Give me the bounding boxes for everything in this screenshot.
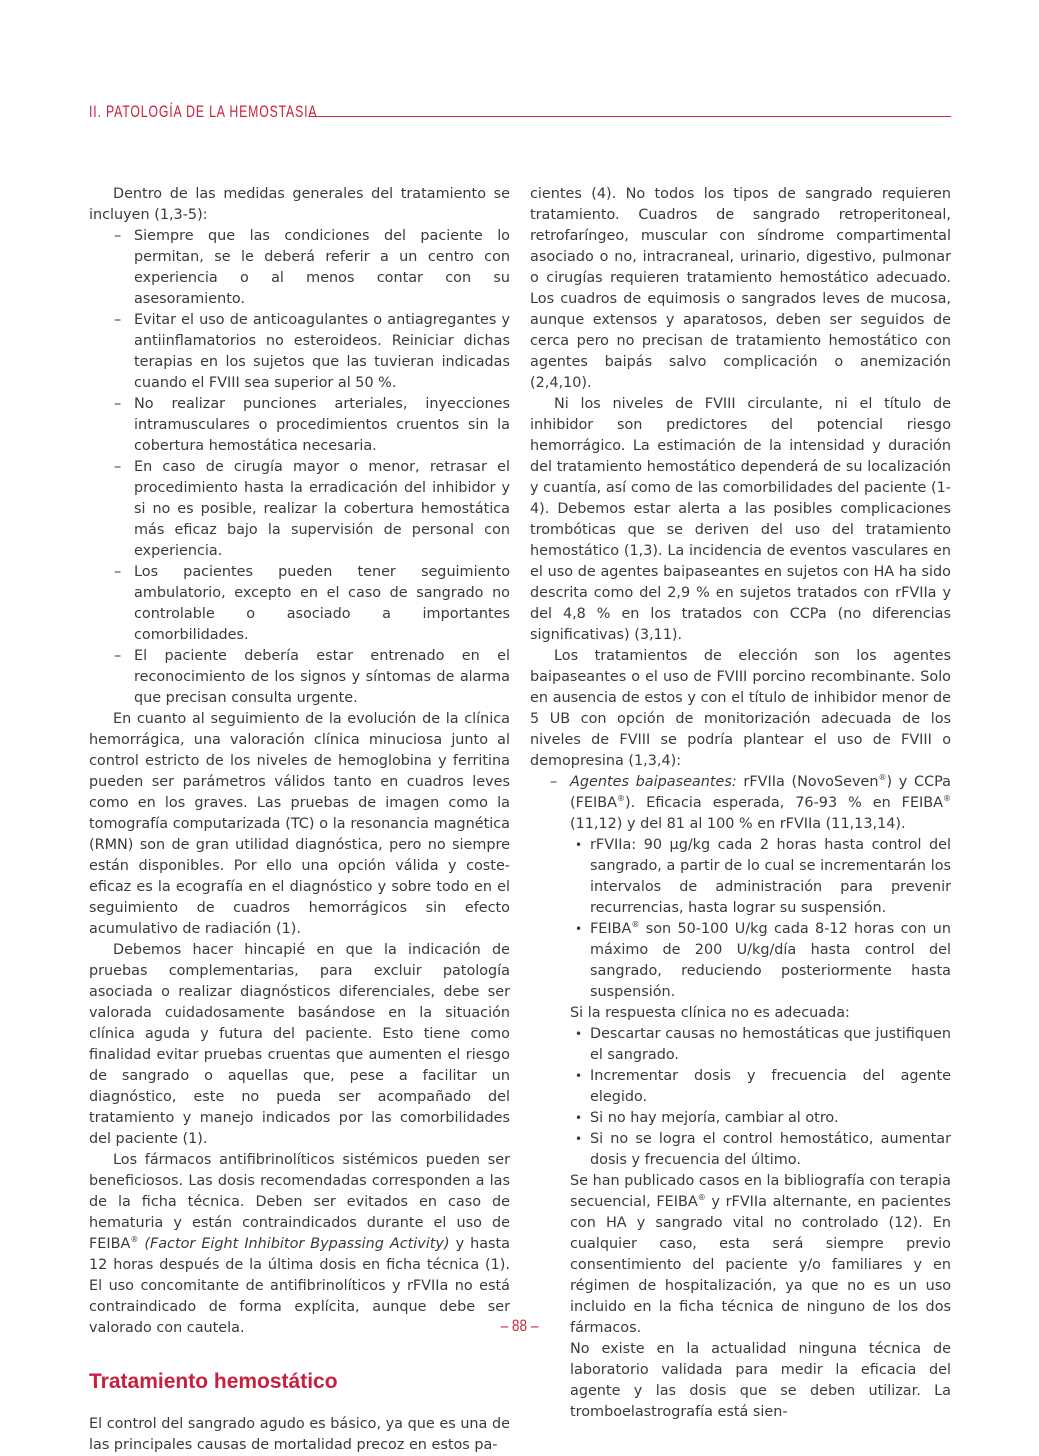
list-item: – En caso de cirugía mayor o menor, retrasar el procedimiento hasta la erradicación del inhibidor y si no es posible, realizar la cobertura hemostática más eficaz bajo la supervisión de personal con experiencia. [134,457,510,562]
no-response-intro: Si la respuesta clínica no es adecuada: [570,1005,850,1021]
text-span: FEIBA [590,921,632,937]
intro-paragraph: Dentro de las medidas generales del tratamiento se incluyen (1,3-5): [89,186,510,223]
registered-mark: ® [631,920,640,930]
list-item: • Si no hay mejoría, cambiar al otro. [590,1108,951,1129]
text-span: rFVIIa: 90 µg/kg cada 2 horas hasta control del sangrado, a partir de lo cual se incrementarán los intervalos de administración para prevenir recurrencias, hasta lograr su suspensión. [590,837,951,916]
text-span: Los fármacos antifibrinolíticos sistémicos pueden ser beneficiosos. Las dosis recomendadas corresponden a las de la ficha técnica. Deben ser evitados en caso de hematuria y están contraindicados durante el uso de FEIBA [89,1152,510,1252]
list-item: – El paciente debería estar entrenado en el reconocimiento de los signos y síntomas de alarma que precisan consulta urgente. [134,646,510,709]
general-measures-list [89,226,510,709]
registered-mark: ® [130,1235,139,1245]
text-span: son 50-100 U/kg cada 8-12 horas con un máximo de 200 U/kg/día hasta control del sangrado, reduciendo posteriormente hasta suspensión. [590,921,951,1000]
paragraph-eleccion: Los tratamientos de elección son los agentes baipaseantes o el uso de FVIII porcino recombinante. Solo en ausencia de estos y con el título de inhibidor menor de 5 UB con opción de monitorización adecuada de los niveles de FVIII se podría plantear el uso de FVIII o demopresina (1,3,4): [530,648,951,769]
paragraph-continued: cientes (4). No todos los tipos de sangrado requieren tratamiento. Cuadros de sangrado retroperitoneal, retrofaríngeo, muscular con síndrome compartimental asociado o no, intracraneal, urinario, digestivo, pulmonar o cirugías requieren tratamiento hemostático adecuado. Los cuadros de equimosis o sangrados leves de mucosa, aunque extensos y aparatosos, deben ser seguidos de cerca pero no precisan de tratamiento hemostático con agentes baipás salvo complicación o anemización (2,4,10). [530,186,951,391]
header-rule [309,116,951,117]
text-span: ) y CCPa (FEIBA [570,774,951,811]
registered-mark: ® [878,773,887,783]
list-item: – Los pacientes pueden tener seguimiento ambulatorio, excepto en el caso de sangrado no controlable o asociado a importantes comorbilidades. [134,562,510,646]
list-item [590,919,951,1003]
page-number: – 88 – [500,1316,539,1335]
text-span: y hasta 12 horas después de la última dosis en ficha técnica (1). El uso concomitante de antifibrinolíticos y rFVIIa no está contraindicado de forma explícita, aunque debe ser valorado con cautela. [89,1236,510,1336]
running-header [89,96,951,122]
list-item [590,835,951,919]
text-span: Se han publicado casos en la bibliografía con terapia secuencial, FEIBA [570,1173,951,1210]
list-item: • Descartar causas no hemostáticas que justifiquen el sangrado. [590,1024,951,1066]
paragraph-secuencial [570,1171,951,1339]
list-item: • Si no se logra el control hemostático, aumentar dosis y frecuencia del último. [590,1129,951,1171]
registered-mark: ® [697,1193,706,1203]
list-item: – Evitar el uso de anticoagulantes o antiagregantes y antiinflamatorios no esteroideos. Reiniciar dichas terapias en los sujetos que las tuvieran indicadas cuando el FVIII sea superior al 50 %. [134,310,510,394]
chapter-title: II. PATOLOGÍA DE LA HEMOSTASIA [89,102,318,121]
paragraph-laboratorio: No existe en la actualidad ninguna técnica de laboratorio validada para medir la eficacia del agente y las dosis que se deben utilizar. La tromboelastrografía está sien- [570,1341,951,1420]
registered-mark: ® [943,794,951,804]
paragraph-control: El control del sangrado agudo es básico, ya que es una de las principales causas de mortalidad precoz en estos pa- [89,1416,510,1453]
list-item: – No realizar punciones arteriales, inyecciones intramusculares o procedimientos cruentos sin la cobertura hemostática necesaria. [134,394,510,457]
dosing-list [570,835,951,1003]
registered-mark: ® [616,794,625,804]
text-span: rFVIIa (NovoSeven [736,774,879,790]
right-column [530,184,951,1423]
italic-label: Agentes baipaseantes: [570,774,737,790]
no-response-list [570,1024,951,1171]
paragraph-antifibrinoliticos [89,1150,510,1339]
italic-term: (Factor Eight Inhibitor Bypassing Activity) [138,1236,450,1252]
text-span: (11,12) y del 81 al 100 % en rFVIIa (11,13,14). [570,816,906,832]
paragraph-hincapie: Debemos hacer hincapié en que la indicación de pruebas complementarias, para excluir patología asociada o realizar diagnósticos diferenciales, debe ser valorada cuidadosamente basándose en la situación clínica aguda y futura del paciente. Esto tiene como finalidad evitar pruebas cruentas que aumenten el riesgo de sangrado o aquellas que, pese a facilitar un diagnóstico, este no pueda ser acompañado del tratamiento y manejo indicados por las comorbilidades del paciente (1). [89,942,510,1147]
list-item: • Incrementar dosis y frecuencia del agente elegido. [590,1066,951,1108]
left-column [89,184,510,1456]
paragraph-seguimiento: En cuanto al seguimiento de la evolución de la clínica hemorrágica, una valoración clínica minuciosa junto al control estricto de los niveles de hemoglobina y ferritina pueden ser parámetros válidos tanto en cuadros leves como en los graves. Las pruebas de imagen como la tomografía computarizada (TC) o la resonancia magnética (RMN) son de gran utilidad diagnóstica, pero no siempre están disponibles. Por ello una opción válida y coste-eficaz es la ecografía en el diagnóstico y sobre todo en el seguimiento de cuadros hemorrágicos sin efecto acumulativo de radiación (1). [89,711,510,937]
list-item: – Siempre que las condiciones del paciente lo permitan, se le deberá referir a un centro con experiencia o al menos contar con su asesoramiento. [134,226,510,310]
text-span: y rFVIIa alternante, en pacientes con HA y sangrado vital no controlado (12). En cualquier caso, esta será siempre previo consentimiento del paciente y/o familiares y en régimen de hospitalización, ya que no es un uso incluido en la ficha técnica de ninguno de los dos fármacos. [570,1194,951,1336]
text-span: ). Eficacia esperada, 76-93 % en FEIBA [624,795,943,811]
paragraph-niveles: Ni los niveles de FVIII circulante, ni el título de inhibidor son predictores del potencial riesgo hemorrágico. La estimación de la intensidad y duración del tratamiento hemostático dependerá de su localización y cuantía, así como de las comorbilidades del paciente (1-4). Debemos estar alerta a las posibles complicaciones trombóticas que se deriven del uso del tratamiento hemostático (1,3). La incidencia de eventos vasculares en el uso de agentes baipaseantes en sujetos con HA ha sido descrita como del 2,9 % en sujetos tratados con rFVIIa y del 4,8 % en los tratados con CCPa (no diferencias significativas) (3,11). [530,396,951,643]
section-heading: Tratamiento hemostático [89,1370,338,1393]
